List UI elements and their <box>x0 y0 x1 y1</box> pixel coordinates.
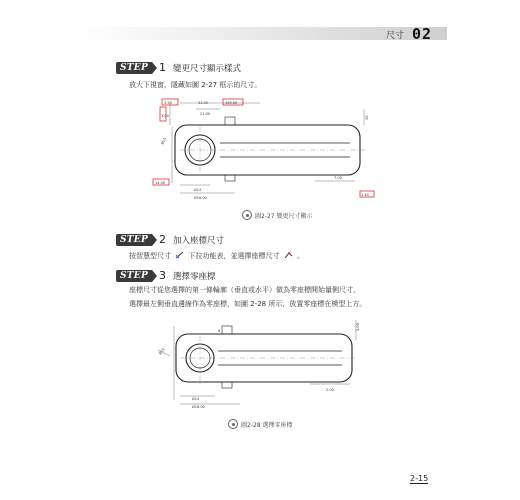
paragraph-2 <box>129 251 304 261</box>
step-badge <box>116 62 157 74</box>
figure-2-27-caption-text: 圖2-27 變更尺寸顯示 <box>255 212 313 220</box>
figure-2-27-caption <box>242 210 313 220</box>
step-title: 變更尺寸顯示樣式 <box>173 63 242 74</box>
step-word: STEP <box>116 270 152 282</box>
chapter-title: 尺寸 <box>386 30 405 41</box>
dim-label-top-right: 105.00 <box>225 101 238 105</box>
dim-label-bottom-left: 14.00 <box>155 181 166 185</box>
paragraph-2-text-a: 按智慧型尺寸 <box>129 252 171 260</box>
step-title: 選擇零座標 <box>173 271 216 282</box>
step-arrow-icon <box>152 234 157 246</box>
paragraph-4: 選擇最左側垂直邊線作為零座標，如圖 2-28 所示，放置零座標在模型上方。 <box>129 300 367 308</box>
paragraph-2-text-c: 。 <box>296 252 304 260</box>
dim-label-top-mid2: 21.00 <box>200 112 211 116</box>
step-3-heading <box>116 269 216 282</box>
dim-label-right-dim: 2.00 <box>326 388 334 392</box>
paragraph-2-text-b: 下拉功能表，並選擇座標尺寸 <box>188 252 280 260</box>
step-word: STEP <box>116 234 152 246</box>
dim-label-bottom-mid2: Ø16.00 <box>194 196 207 200</box>
dim-label-top-small: 6 <box>218 329 221 333</box>
step-arrow-icon <box>152 270 157 282</box>
paragraph-1: 放大下視窗，隱藏如圖 2-27 框示的尺寸。 <box>129 81 262 89</box>
figure-bullet-icon <box>242 210 252 220</box>
dim-label-bottom-right: 3.40 <box>361 193 369 197</box>
step-arrow-icon <box>152 62 157 74</box>
chapter-heading <box>386 26 432 42</box>
step-number: 2 <box>159 233 167 246</box>
dim-label-bottom-mid2: Ø16.00 <box>192 405 205 409</box>
page-number: 2-15 <box>410 474 429 483</box>
dim-label-right-vert: 1.00 <box>356 323 360 331</box>
step-number: 1 <box>159 61 167 74</box>
smart-dimension-icon <box>175 251 184 259</box>
step-badge <box>116 270 157 282</box>
step-1-heading <box>116 61 241 74</box>
step-number: 3 <box>159 269 167 282</box>
figure-2-28-caption <box>228 419 293 429</box>
chapter-number: 02 <box>412 25 433 43</box>
ordinate-dimension-icon <box>284 251 293 259</box>
figure-2-28-drawing <box>150 312 370 412</box>
figure-2-27-drawing <box>150 95 380 205</box>
dim-label-top-left: 3.50 <box>164 101 172 105</box>
dim-label-bottom-mid1: Ø14 <box>194 188 202 192</box>
dim-label-top-mid: 31.00 <box>198 101 209 105</box>
step-2-heading <box>116 233 224 246</box>
figure-bullet-icon <box>228 419 238 429</box>
figure-2-28-caption-text: 圖2-28 選擇零座標 <box>241 421 293 429</box>
dim-label-left: 3.00 <box>161 114 169 118</box>
paragraph-3: 座標尺寸從您選擇的第一條輪廓（垂直或水平）做為零座標開始量側尺寸， <box>129 286 360 294</box>
step-word: STEP <box>116 62 152 74</box>
dim-label-left-dia: Ø15 <box>157 347 166 356</box>
dim-label-bottom-mid1: Ø14 <box>192 397 200 401</box>
dim-label-left-dia: Ø15 <box>160 136 168 146</box>
step-badge <box>116 234 157 246</box>
step-title: 加入座標尺寸 <box>173 235 225 246</box>
dim-label-right-vert: 30 <box>365 115 369 120</box>
dim-label-bottom-right2: 7.00 <box>334 176 342 180</box>
